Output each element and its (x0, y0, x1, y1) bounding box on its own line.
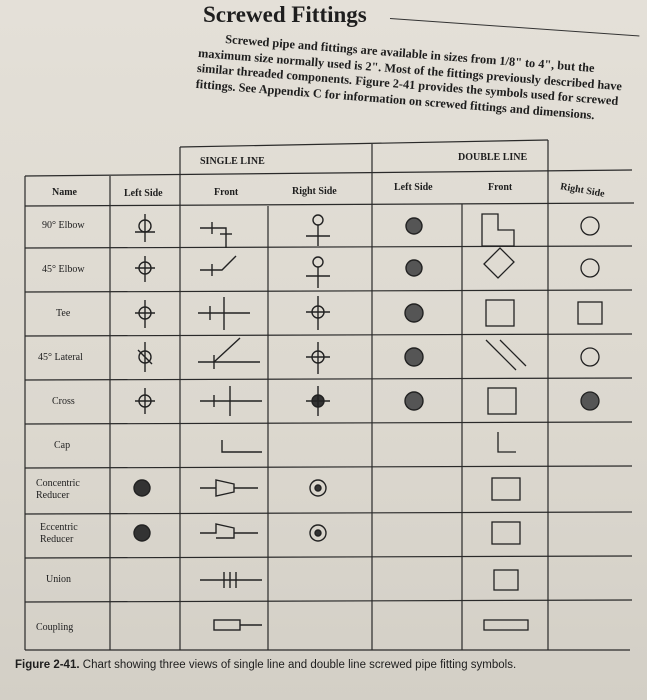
row-name-concentric-reducer: Concentric Reducer (36, 478, 80, 501)
row-name-45-lateral: 45° Lateral (38, 352, 83, 363)
caption-text: Chart showing three views of single line and double line screwed pipe fitting symbols. (82, 659, 517, 671)
header-bottom (25, 203, 634, 206)
single-right-symbols (306, 215, 330, 541)
col-header-double-right: Right Side (559, 181, 606, 200)
figure-caption (15, 659, 516, 671)
single-front-symbols (198, 222, 262, 630)
row-name-cross: Cross (52, 396, 75, 407)
col-header-single-front: Front (214, 187, 239, 198)
column-header-top (25, 170, 632, 176)
row-name-tee: Tee (56, 308, 71, 319)
group-header-double: DOUBLE LINE (458, 152, 528, 163)
col-header-name: Name (52, 187, 77, 198)
single-left-symbols (134, 214, 155, 541)
row-name-eccentric-reducer: Eccentric Reducer (40, 522, 78, 545)
caption-label: Figure 2-41. (15, 659, 80, 671)
row-name-union: Union (46, 574, 71, 585)
intro-text: Screwed pipe and fittings are available in sizes from 1/8" to 4", but the maximum size normally used is 2". Most of the fittings previously described have similar threaded components. Figure 2-41 provides the symbols used for screwed fittings. See Appendix C for information on screwed fittings and dimensions. (195, 32, 623, 122)
col-header-single-left: Left Side (124, 188, 163, 199)
col-header-double-left: Left Side (394, 182, 433, 193)
row-name-90-elbow: 90° Elbow (42, 220, 85, 231)
row-name-coupling: Coupling (36, 622, 74, 633)
group-header-single: SINGLE LINE (200, 156, 265, 167)
row-name-45-elbow: 45° Elbow (42, 264, 85, 275)
col-header-double-front: Front (488, 182, 513, 193)
page-title: Screwed Fittings (203, 2, 367, 27)
col-header-single-right: Right Side (292, 186, 337, 197)
top-border (180, 140, 548, 147)
row-name-cap: Cap (54, 440, 71, 451)
